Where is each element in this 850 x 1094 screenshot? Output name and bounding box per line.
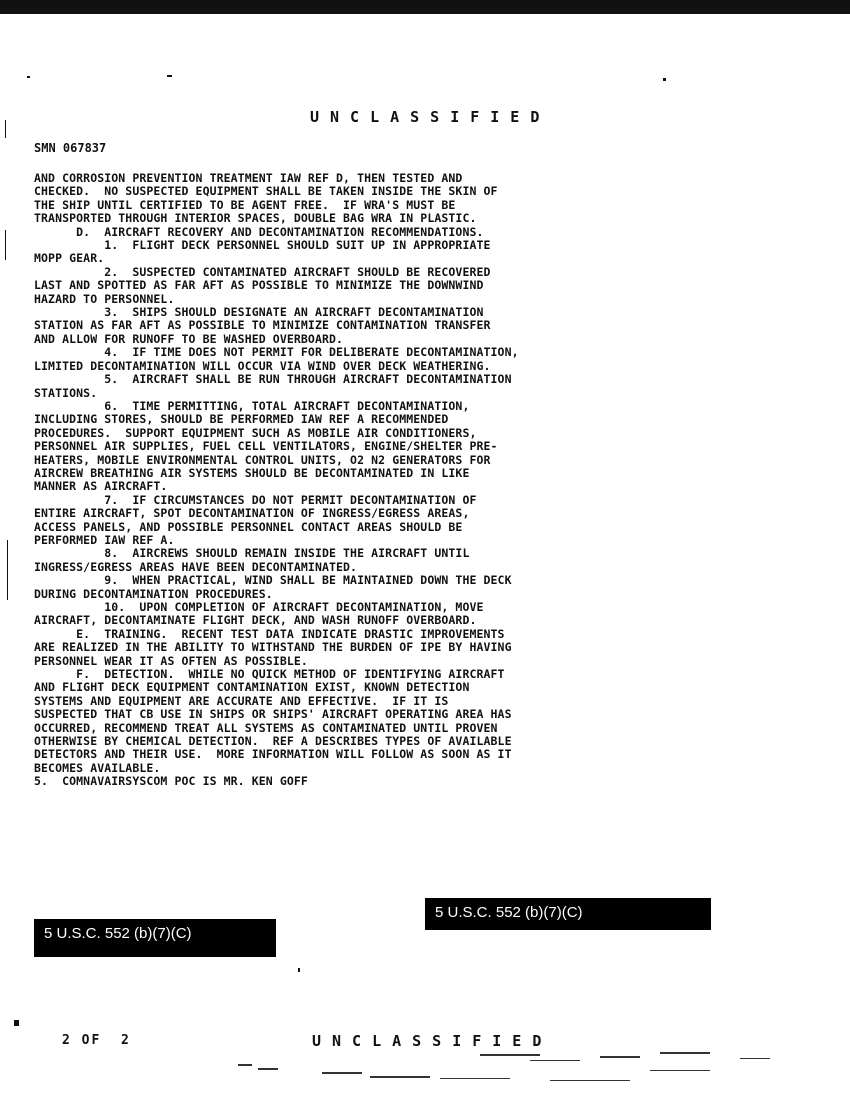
text-line: MOPP GEAR.	[34, 251, 105, 266]
text-line: DETECTORS AND THEIR USE. MORE INFORMATION WILL FOLLOW AS SOON AS IT	[34, 747, 512, 762]
text-line: MANNER AS AIRCRAFT.	[34, 479, 168, 494]
text-line: 7. IF CIRCUMSTANCES DO NOT PERMIT DECONTAMINATION OF	[34, 492, 477, 507]
scan-speck	[5, 120, 6, 138]
text-line: HEATERS, MOBILE ENVIRONMENTAL CONTROL UNITS, O2 N2 GENERATORS FOR	[34, 452, 491, 467]
text-line: PERFORMED IAW REF A.	[34, 532, 175, 547]
text-line: F. DETECTION. WHILE NO QUICK METHOD OF IDENTIFYING AIRCRAFT	[34, 667, 505, 682]
scan-speck	[5, 230, 6, 260]
text-line: E. TRAINING. RECENT TEST DATA INDICATE DRASTIC IMPROVEMENTS	[34, 626, 505, 641]
text-line: AIRCRAFT, DECONTAMINATE FLIGHT DECK, AND WASH RUNOFF OVERBOARD.	[34, 613, 477, 628]
text-line: STATION AS FAR AFT AS POSSIBLE TO MINIMIZE CONTAMINATION TRANSFER	[34, 318, 491, 333]
text-line: 2. SUSPECTED CONTAMINATED AIRCRAFT SHOULD BE RECOVERED	[34, 264, 491, 279]
text-line: SYSTEMS AND EQUIPMENT ARE ACCURATE AND EFFECTIVE. IF IT IS	[34, 693, 449, 708]
scan-speck	[14, 1020, 19, 1026]
text-line: 8. AIRCREWS SHOULD REMAIN INSIDE THE AIRCRAFT UNTIL	[34, 546, 470, 561]
text-line: 4. IF TIME DOES NOT PERMIT FOR DELIBERATE DECONTAMINATION,	[34, 345, 519, 360]
text-line: PROCEDURES. SUPPORT EQUIPMENT SUCH AS MOBILE AIR CONDITIONERS,	[34, 425, 477, 440]
scan-speck	[27, 76, 30, 78]
text-line: DURING DECONTAMINATION PROCEDURES.	[34, 586, 273, 601]
text-line: INGRESS/EGRESS AREAS HAVE BEEN DECONTAMINATED.	[34, 559, 358, 574]
text-line: 1. FLIGHT DECK PERSONNEL SHOULD SUIT UP IN APPROPRIATE	[34, 238, 491, 253]
text-line: ACCESS PANELS, AND POSSIBLE PERSONNEL CONTACT AREAS SHOULD BE	[34, 519, 463, 534]
text-line: LAST AND SPOTTED AS FAR AFT AS POSSIBLE TO MINIMIZE THE DOWNWIND	[34, 278, 484, 293]
text-line: PERSONNEL AIR SUPPLIES, FUEL CELL VENTILATORS, ENGINE/SHELTER PRE-	[34, 439, 498, 454]
text-line: 5. AIRCRAFT SHALL BE RUN THROUGH AIRCRAFT DECONTAMINATION	[34, 372, 512, 387]
text-line: OCCURRED, RECOMMEND TREAT ALL SYSTEMS AS CONTAMINATED UNTIL PROVEN	[34, 720, 498, 735]
text-line: PERSONNEL WEAR IT AS OFTEN AS POSSIBLE.	[34, 653, 308, 668]
text-line: 5. COMNAVAIRSYSCOM POC IS MR. KEN GOFF	[34, 774, 308, 789]
text-line: TRANSPORTED THROUGH INTERIOR SPACES, DOUBLE BAG WRA IN PLASTIC.	[34, 211, 477, 226]
text-line: 6. TIME PERMITTING, TOTAL AIRCRAFT DECONTAMINATION,	[34, 398, 470, 413]
text-line: 3. SHIPS SHOULD DESIGNATE AN AIRCRAFT DECONTAMINATION	[34, 305, 484, 320]
text-line: AND ALLOW FOR RUNOFF TO BE WASHED OVERBOARD.	[34, 331, 344, 346]
text-line: OTHERWISE BY CHEMICAL DETECTION. REF A DESCRIBES TYPES OF AVAILABLE	[34, 734, 512, 749]
page-number: 2 OF 2	[62, 1033, 131, 1048]
text-line: BECOMES AVAILABLE.	[34, 760, 161, 775]
text-line: AND CORROSION PREVENTION TREATMENT IAW REF D, THEN TESTED AND	[34, 171, 463, 185]
redaction-block: 5 U.S.C. 552 (b)(7)(C)	[425, 898, 711, 930]
scan-speck	[663, 78, 666, 81]
footer-classification: UNCLASSIFIED	[312, 1032, 553, 1050]
text-line: AIRCREW BREATHING AIR SYSTEMS SHOULD BE DECONTAMINATED IN LIKE	[34, 465, 470, 480]
text-line: ARE REALIZED IN THE ABILITY TO WITHSTAND THE BURDEN OF IPE BY HAVING	[34, 640, 512, 655]
text-line: AND FLIGHT DECK EQUIPMENT CONTAMINATION EXIST, KNOWN DETECTION	[34, 680, 470, 695]
text-line: THE SHIP UNTIL CERTIFIED TO BE AGENT FREE. IF WRA'S MUST BE	[34, 197, 456, 212]
scan-top-edge	[0, 0, 850, 14]
text-line: CHECKED. NO SUSPECTED EQUIPMENT SHALL BE TAKEN INSIDE THE SKIN OF	[34, 184, 498, 199]
message-body	[34, 172, 724, 789]
text-line: HAZARD TO PERSONNEL.	[34, 291, 175, 306]
text-line: ENTIRE AIRCRAFT, SPOT DECONTAMINATION OF INGRESS/EGRESS AREAS,	[34, 506, 470, 521]
text-line: 9. WHEN PRACTICAL, WIND SHALL BE MAINTAINED DOWN THE DECK	[34, 573, 512, 588]
document-id: SMN 067837	[34, 141, 107, 155]
text-line: SUSPECTED THAT CB USE IN SHIPS OR SHIPS' AIRCRAFT OPERATING AREA HAS	[34, 707, 512, 722]
header-classification: UNCLASSIFIED	[310, 108, 551, 126]
text-line: D. AIRCRAFT RECOVERY AND DECONTAMINATION RECOMMENDATIONS.	[34, 224, 484, 239]
scan-speck	[7, 540, 8, 600]
text-line: INCLUDING STORES, SHOULD BE PERFORMED IAW REF A RECOMMENDED	[34, 412, 449, 427]
text-line: LIMITED DECONTAMINATION WILL OCCUR VIA WIND OVER DECK WEATHERING.	[34, 358, 491, 373]
scan-noise	[230, 1050, 790, 1090]
scan-speck	[167, 75, 172, 77]
redaction-block: 5 U.S.C. 552 (b)(7)(C)	[34, 919, 276, 957]
text-line: 10. UPON COMPLETION OF AIRCRAFT DECONTAMINATION, MOVE	[34, 600, 484, 614]
scan-speck	[298, 968, 300, 972]
text-line: STATIONS.	[34, 385, 98, 400]
